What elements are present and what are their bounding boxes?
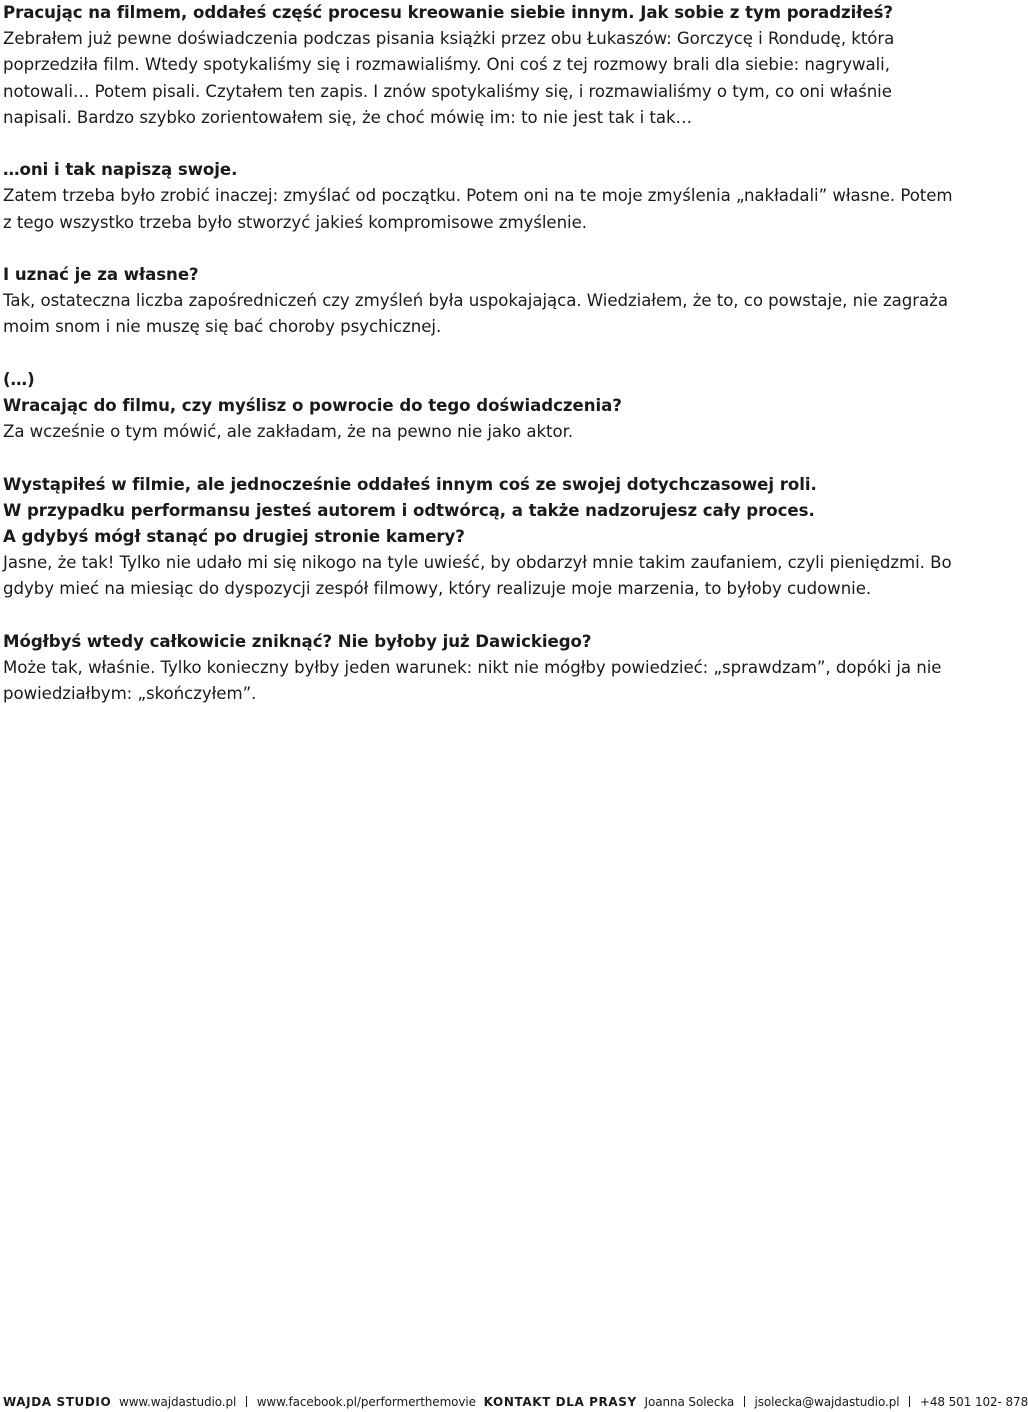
answer: Zatem trzeba było zrobić inaczej: zmyślać od początku. Potem oni na te moje zmyślenia „nakładali” własne. Potem z tego wszystko trzeba było stworzyć jakieś kompromisowe zmyślenie. (3, 186, 953, 232)
qa-block (3, 262, 957, 341)
answer: Zebrałem już pewne doświadczenia podczas pisania książki przez obu Łukaszów: Gorczycę i Rondudę, która poprzedziła film. Wtedy spotykaliśmy się i rozmawialiśmy. Oni coś z tej rozmowy brali dla siebie: nagrywali, notowali… Potem pisali. Czytałem ten zapis. I znów spotykaliśmy się, i rozmawialiśmy o tym, co oni właśnie napisali. Bardzo szybko zorientowałem się, że choć mówię im: to nie jest tak i tak… (3, 29, 895, 127)
interview-page (3, 0, 957, 734)
answer: Za wcześnie o tym mówić, ale zakładam, że na pewno nie jako aktor. (3, 422, 574, 442)
footer-phone: +48 501 102- 878 (919, 1395, 1028, 1409)
question: Mógłbyś wtedy całkowicie zniknąć? Nie byłoby już Dawickiego? (3, 631, 592, 651)
page-footer (3, 1394, 1028, 1410)
footer-contact-label: KONTAKT DLA PRASY (483, 1395, 637, 1409)
question: (…) Wracając do filmu, czy myślisz o powrocie do tego doświadczenia? (3, 369, 622, 415)
answer: Jasne, że tak! Tylko nie udało mi się nikogo na tyle uwieść, by obdarzył mnie takim zaufaniem, czyli pieniędzmi. Bo gdyby mieć na miesiąc do dyspozycji zespół filmowy, który realizuje moje marzenia, to byłoby cudownie. (3, 553, 952, 599)
question: Wystąpiłeś w filmie, ale jednocześnie oddałeś innym coś ze swojej dotychczasowej roli. W przypadku performansu jesteś autorem i odtwórcą, a także nadzorujesz cały proces. A gdybyś mógł stanąć po drugiej stronie kamery? (3, 474, 817, 546)
qa-block (3, 157, 957, 236)
footer-contact-name: Joanna Solecka (644, 1395, 735, 1409)
footer-divider (744, 1396, 745, 1407)
footer-divider (909, 1396, 910, 1407)
question: Pracując na filmem, oddałeś część procesu kreowanie siebie innym. Jak sobie z tym poradziłeś? (3, 3, 893, 22)
footer-brand: WAJDA STUDIO (3, 1395, 112, 1409)
question: …oni i tak napiszą swoje. (3, 160, 238, 180)
answer: Może tak, właśnie. Tylko konieczny byłby jeden warunek: nikt nie mógłby powiedzieć: „sprawdzam”, dopóki ja nie powiedziałbym: „skończyłem”. (3, 658, 942, 704)
answer: Tak, ostateczna liczba zapośredniczeń czy zmyśleń była uspokajająca. Wiedziałem, że to, co powstaje, nie zagraża moim snom i nie muszę się bać choroby psychicznej. (3, 291, 948, 337)
footer-divider (246, 1396, 247, 1407)
question: I uznać je za własne? (3, 265, 199, 284)
qa-block (3, 0, 957, 131)
footer-email-link[interactable]: jsolecka@wajdastudio.pl (754, 1395, 900, 1409)
qa-block (3, 629, 957, 708)
footer-website-link[interactable]: www.wajdastudio.pl (119, 1395, 237, 1409)
footer-facebook-link[interactable]: www.facebook.pl/performerthemovie (256, 1395, 476, 1409)
qa-block (3, 472, 957, 603)
qa-block (3, 367, 957, 446)
